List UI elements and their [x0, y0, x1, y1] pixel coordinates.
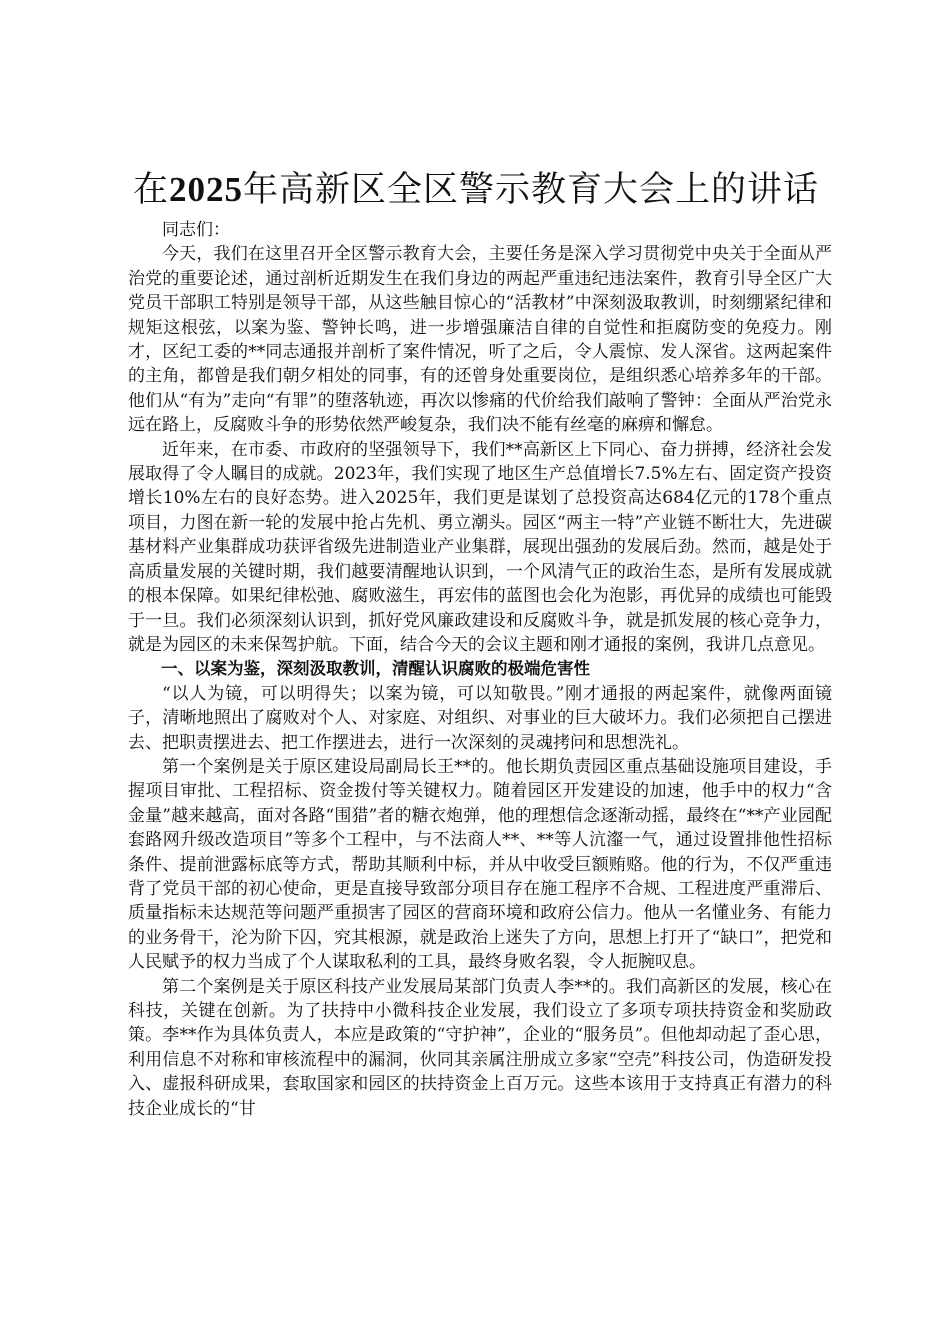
paragraph-background: 近年来，在市委、市政府的坚强领导下，我们**高新区上下同心、奋力拼搏，经济社会发展取得了令人瞩目的成就。2023年，我们实现了地区生产总值增长7.5%左右、固定资产投资增长10%左右的良好态势。进入2025年，我们更是谋划了总投资高达684亿元的178个重点项目，力图在新一轮的发展中抢占先机、勇立潮头。园区“两主一特”产业链不断壮大，先进碳基材料产业集群成功获评省级先进制造业产业集群，展现出强劲的发展后劲。然而，越是处于高质量发展的关键时期，我们越要清醒地认识到，一个风清气正的政治生态，是所有发展成就的根本保障。如果纪律松弛、腐败滋生，再宏伟的蓝图也会化为泡影，再优异的成绩也可能毁于一旦。我们必须深刻认识到，抓好党风廉政建设和反腐败斗争，就是抓发展的核心竞争力，就是为园区的未来保驾护航。下面，结合今天的会议主题和刚才通报的案例，我讲几点意见。	[128, 439, 832, 655]
title-prefix: 在	[132, 170, 169, 210]
document-title	[120, 168, 832, 212]
title-year: 2025	[169, 170, 243, 209]
paragraph-case-2: 第二个案例是关于原区科技产业发展局某部门负责人李**的。我们高新区的发展，核心在科技，关键在创新。为了扶持中小微科技企业发展，我们设立了多项专项扶持资金和奖励政策。李**作为具体负责人，本应是政策的“守护神”，企业的“服务员”。但他却动起了歪心思，利用信息不对称和审核流程中的漏洞，伙同其亲属注册成立多家“空壳”科技公司，伪造研发投入、虚报科研成果，套取国家和园区的扶持资金上百万元。这些本该用于支持真正有潜力的科技企业成长的“甘	[128, 976, 832, 1119]
paragraph-case-1: 第一个案例是关于原区建设局副局长王**的。他长期负责园区重点基础设施项目建设，手握项目审批、工程招标、资金拨付等关键权力。随着园区开发建设的加速，他手中的权力“含金量”越来越高，面对各路“围猎”者的糖衣炮弹，他的理想信念逐渐动摇，最终在“**产业园配套路网升级改造项目”等多个工程中，与不法商人**、**等人沆瀣一气，通过设置排他性招标条件、提前泄露标底等方式，帮助其顺利中标，并从中收受巨额贿赂。他的行为，不仅严重违背了党员干部的初心使命，更是直接导致部分项目存在施工程序不合规、工程进度严重滞后、质量指标未达规范等问题严重损害了园区的营商环境和政府公信力。他从一名懂业务、有能力的业务骨干，沦为阶下囚，究其根源，就是政治上迷失了方向，思想上打开了“缺口”，把党和人民赋予的权力当成了个人谋取私利的工具，最终身败名裂，令人扼腕叹息。	[128, 756, 832, 973]
paragraph-intro: 今天，我们在这里召开全区警示教育大会，主要任务是深入学习贯彻党中央关于全面从严治党的重要论述，通过剖析近期发生在我们身边的两起严重违纪违法案件，教育引导全区广大党员干部职工特别是领导干部，从这些触目惊心的“活教材”中深刻汲取教训，时刻绷紧纪律和规矩这根弦，以案为鉴、警钟长鸣，进一步增强廉洁自律的自觉性和拒腐防变的免疫力。刚才，区纪工委的**同志通报并剖析了案件情况，听了之后，令人震惊、发人深省。这两起案件的主角，都曾是我们朝夕相处的同事，有的还曾身处重要岗位，是组织悉心培养多年的干部。他们从“有为”走向“有罪”的堕落轨迹，再次以惨痛的代价给我们敲响了警钟：全面从严治党永远在路上，反腐败斗争的形势依然严峻复杂，我们决不能有丝毫的麻痹和懈怠。	[128, 244, 832, 436]
paragraph-section1-intro: “以人为镜，可以明得失；以案为镜，可以知敬畏。”刚才通报的两起案件，就像两面镜子，清晰地照出了腐败对个人、对家庭、对组织、对事业的巨大破坏力。我们必须把自己摆进去、把职责摆进去、把工作摆进去，进行一次深刻的灵魂拷问和思想洗礼。	[128, 683, 832, 753]
section-heading-1: 一、以案为鉴，深刻汲取教训，清醒认识腐败的极端危害性	[161, 659, 590, 679]
title-suffix: 年高新区全区警示教育大会上的讲话	[243, 170, 820, 210]
salutation: 同志们：	[162, 220, 230, 240]
